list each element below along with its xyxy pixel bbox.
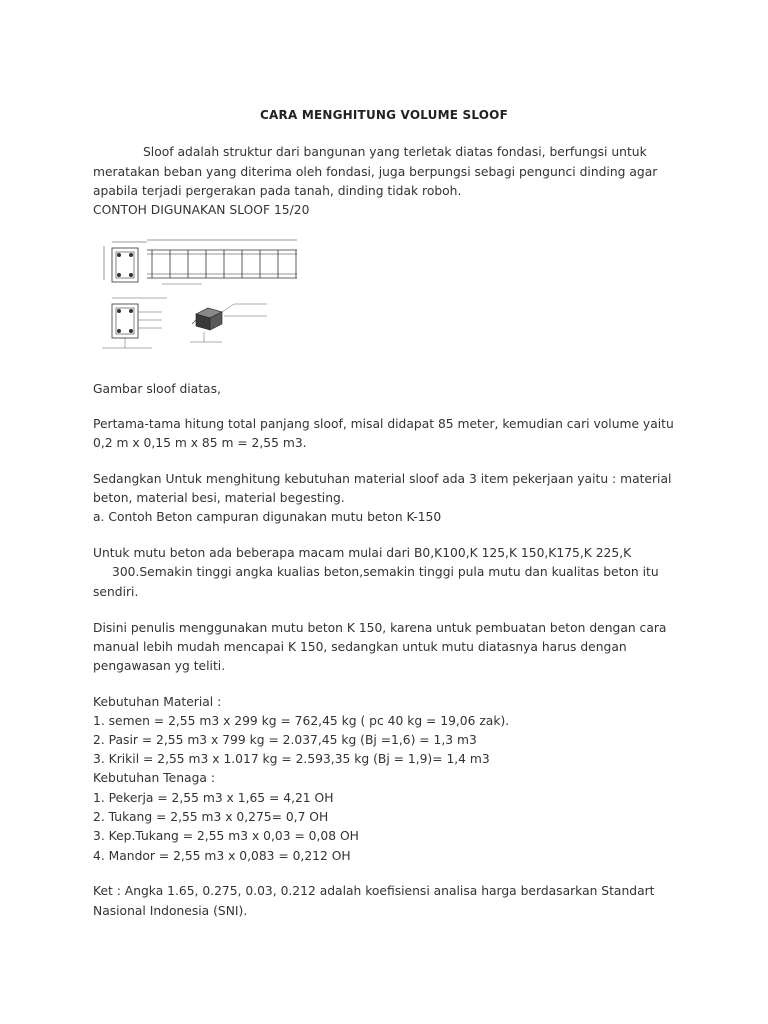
labor-item: 2. Tukang = 2,55 m3 x 0,275= 0,7 OH <box>93 810 329 824</box>
sloof-detail-figure <box>92 232 322 362</box>
labor-item: 3. Kep.Tukang = 2,55 m3 x 0,03 = 0,08 OH <box>93 829 359 843</box>
note-line: Nasional Indonesia (SNI). <box>93 904 248 918</box>
paragraph-line: 300.Semakin tinggi angka kualias beton,semakin tinggi pula mutu dan kualitas beton itu <box>112 565 659 579</box>
paragraph-line: Untuk mutu beton ada beberapa macam mulai dari B0,K100,K 125,K 150,K175,K 225,K <box>93 546 632 560</box>
labor-header: Kebutuhan Tenaga : <box>93 771 215 785</box>
document-title: CARA MENGHITUNG VOLUME SLOOF <box>260 108 508 122</box>
paragraph-line: Pertama-tama hitung total panjang sloof, misal didapat 85 meter, kemudian cari volume yaitu <box>93 417 674 431</box>
paragraph-line: pengawasan yg teliti. <box>93 659 226 673</box>
paragraph-line: manual lebih mudah mencapai K 150, sedangkan untuk mutu diatasnya harus dengan <box>93 640 627 654</box>
paragraph-line: beton, material besi, material begesting. <box>93 491 345 505</box>
paragraph-line: Disini penulis menggunakan mutu beton K 150, karena untuk pembuatan beton dengan cara <box>93 621 667 635</box>
paragraph-line: a. Contoh Beton campuran digunakan mutu beton K-150 <box>93 510 442 524</box>
material-item: 2. Pasir = 2,55 m3 x 799 kg = 2.037,45 kg (Bj =1,6) = 1,3 m3 <box>93 733 477 747</box>
sloof-drawing <box>92 232 322 362</box>
intro-line: apabila terjadi pergerakan pada tanah, dinding tidak roboh. <box>93 184 462 198</box>
paragraph-line: sendiri. <box>93 585 139 599</box>
material-header: Kebutuhan Material : <box>93 695 222 709</box>
material-item: 1. semen = 2,55 m3 x 299 kg = 762,45 kg ( pc 40 kg = 19,06 zak). <box>93 714 510 728</box>
note-line: Ket : Angka 1.65, 0.275, 0.03, 0.212 adalah koefisiensi analisa harga berdasarkan Standart <box>93 884 655 898</box>
paragraph-line: Sedangkan Untuk menghitung kebutuhan material sloof ada 3 item pekerjaan yaitu : material <box>93 472 672 486</box>
intro-line: Sloof adalah struktur dari bangunan yang terletak diatas fondasi, berfungsi untuk <box>143 145 647 159</box>
labor-item: 4. Mandor = 2,55 m3 x 0,083 = 0,212 OH <box>93 849 351 863</box>
paragraph-line: 0,2 m x 0,15 m x 85 m = 2,55 m3. <box>93 436 307 450</box>
labor-item: 1. Pekerja = 2,55 m3 x 1,65 = 4,21 OH <box>93 791 334 805</box>
figure-caption: Gambar sloof diatas, <box>93 382 221 396</box>
material-item: 3. Krikil = 2,55 m3 x 1.017 kg = 2.593,35 kg (Bj = 1,9)= 1,4 m3 <box>93 752 490 766</box>
intro-line: CONTOH DIGUNAKAN SLOOF 15/20 <box>93 203 310 217</box>
intro-line: meratakan beban yang diterima oleh fondasi, juga berpungsi sebagi pengunci dinding agar <box>93 165 658 179</box>
